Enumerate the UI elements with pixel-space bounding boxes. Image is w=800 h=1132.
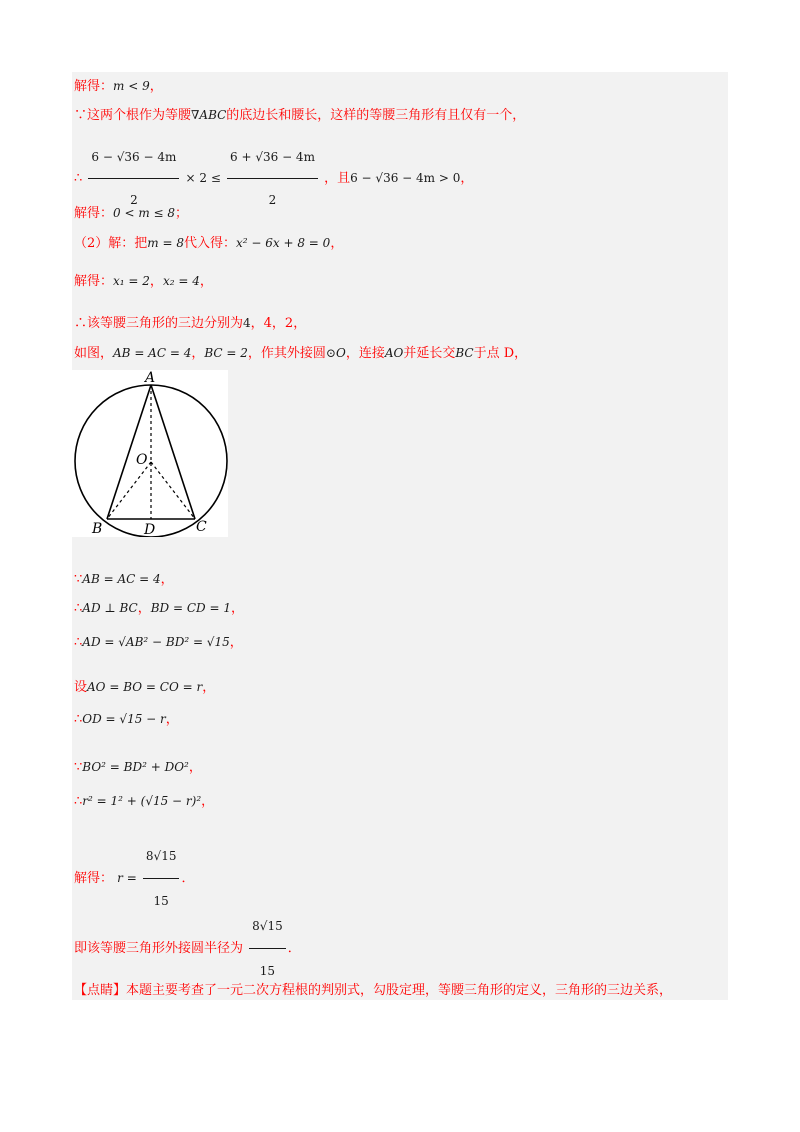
text: ∴该等腰三角形的三边分别为 (74, 316, 244, 331)
line-perpendicular (74, 599, 244, 618)
math-expr: 6 − √36 − 4m > 0 (350, 171, 461, 185)
label-B: B (92, 521, 103, 537)
text: ∴ (74, 171, 83, 186)
text: ． (287, 941, 301, 956)
text: 解得： (74, 79, 114, 94)
math-expr: BC (455, 346, 474, 360)
line-figure-setup (74, 344, 527, 363)
text: ， (229, 635, 243, 650)
line-roots-condition (74, 106, 525, 125)
text: 于点 D， (473, 346, 528, 361)
text: ∴ (74, 712, 83, 727)
text: ， (149, 274, 163, 289)
line-radius-answer (74, 906, 301, 991)
text: ； (175, 206, 189, 221)
text: ， (188, 760, 202, 775)
text: ， (191, 346, 205, 361)
text: ，4，2， (250, 316, 307, 331)
math-expr: × 2 ≤ (185, 171, 221, 185)
math-expr: ⊙O (325, 346, 346, 360)
line-OD (74, 710, 179, 729)
text: （2）解：把 (74, 236, 148, 251)
fraction-radius (249, 906, 286, 991)
numerator: 8√15 (249, 906, 286, 949)
text: ∵这两个根作为等腰 (74, 108, 192, 123)
math-expr: AD = √AB² − BD² = √15 (82, 635, 230, 649)
math-expr: x₁ = 2 (113, 274, 150, 288)
text: ， (165, 712, 179, 727)
denominator: 2 (130, 193, 138, 207)
label-D: D (144, 522, 156, 537)
text: ， (330, 236, 344, 251)
math-expr: AO = BO = CO = r (87, 680, 203, 694)
line-part2 (74, 234, 343, 253)
text: ∴ (74, 794, 83, 809)
label-A: A (145, 370, 156, 386)
math-expr: m = 8 (147, 236, 184, 250)
math-expr: AO (384, 346, 404, 360)
line-let-r (74, 678, 215, 697)
triangle-symbol: ∇ (191, 108, 200, 122)
line-AD-length (74, 633, 243, 652)
text: ， (149, 79, 163, 94)
math-expr: 0 < m ≤ 8 (113, 206, 176, 220)
text: 解得： (74, 274, 114, 289)
math-expr: BD = CD = 1 (150, 601, 231, 615)
label-O: O (136, 452, 148, 468)
line-given (74, 570, 174, 589)
line-sides (74, 314, 306, 333)
denominator: 15 (259, 964, 276, 978)
text: 的底边长和腰长，这样的等腰三角形有且仅有一个， (226, 108, 526, 123)
text: ，连接 (345, 346, 385, 361)
text: ， (201, 794, 215, 809)
line-equation-r (74, 792, 214, 811)
math-expr: m < 9 (113, 79, 150, 93)
denominator: 2 (268, 193, 277, 207)
text: ． (181, 871, 195, 886)
text: 解得： (74, 871, 114, 886)
fraction-right (227, 138, 318, 219)
math-expr: BO² = BD² + DO² (82, 760, 189, 774)
text: 如图， (74, 346, 114, 361)
circumcircle (75, 385, 227, 537)
text: 并延长交 (403, 346, 456, 361)
math-expr: r = (117, 871, 137, 885)
text: ， (199, 274, 213, 289)
text: ， (460, 171, 474, 186)
comment-text: 【点睛】本题主要考查了一元二次方程根的判别式，勾股定理，等腰三角形的定义，三角形的三边关系， (74, 983, 673, 998)
math-expr: x² − 6x + 8 = 0 (236, 236, 331, 250)
numerator: 6 − √36 − 4m (88, 138, 179, 179)
circle-triangle-diagram (72, 370, 228, 537)
math-expr: x₂ = 4 (162, 274, 200, 288)
line-pythagoras (74, 758, 202, 777)
math-expr: AB = AC = 4 (82, 572, 161, 586)
text: ，作其外接圆 (247, 346, 326, 361)
segment-OC (151, 462, 195, 519)
text: ， (230, 601, 244, 616)
text: ∴ (74, 635, 83, 650)
math-expr: AB = AC = 4 (113, 346, 192, 360)
math-expr: AD ⊥ BC (82, 601, 138, 615)
segment-OB (107, 462, 151, 519)
math-expr: ABC (199, 108, 227, 122)
math-expr: BC = 2 (204, 346, 248, 360)
text: ∵ (74, 760, 83, 775)
text: 代入得： (183, 236, 236, 251)
numerator: 6 + √36 − 4m (227, 138, 318, 179)
line-solve-range (74, 204, 188, 223)
text: 即该等腰三角形外接圆半径为 (74, 941, 244, 956)
math-expr: OD = √15 − r (82, 712, 166, 726)
text: ， (137, 601, 151, 616)
text: ， (160, 572, 174, 587)
geometry-figure (72, 370, 228, 537)
text: ∵ (74, 572, 83, 587)
line-comment (74, 982, 672, 1000)
numerator: 8√15 (143, 836, 180, 879)
line-roots (74, 272, 213, 291)
text: ，且 (324, 171, 351, 186)
text: ， (202, 680, 216, 695)
segment-AC (151, 385, 195, 519)
text: 设 (74, 680, 88, 695)
math-expr: 4 (243, 316, 251, 330)
text: ∴ (74, 601, 83, 616)
math-expr: r² = 1² + (√15 − r)² (82, 794, 202, 808)
label-C: C (196, 519, 207, 535)
text: 解得： (74, 206, 114, 221)
line-solve-m-lt-9 (74, 77, 163, 96)
denominator: 15 (153, 894, 169, 908)
